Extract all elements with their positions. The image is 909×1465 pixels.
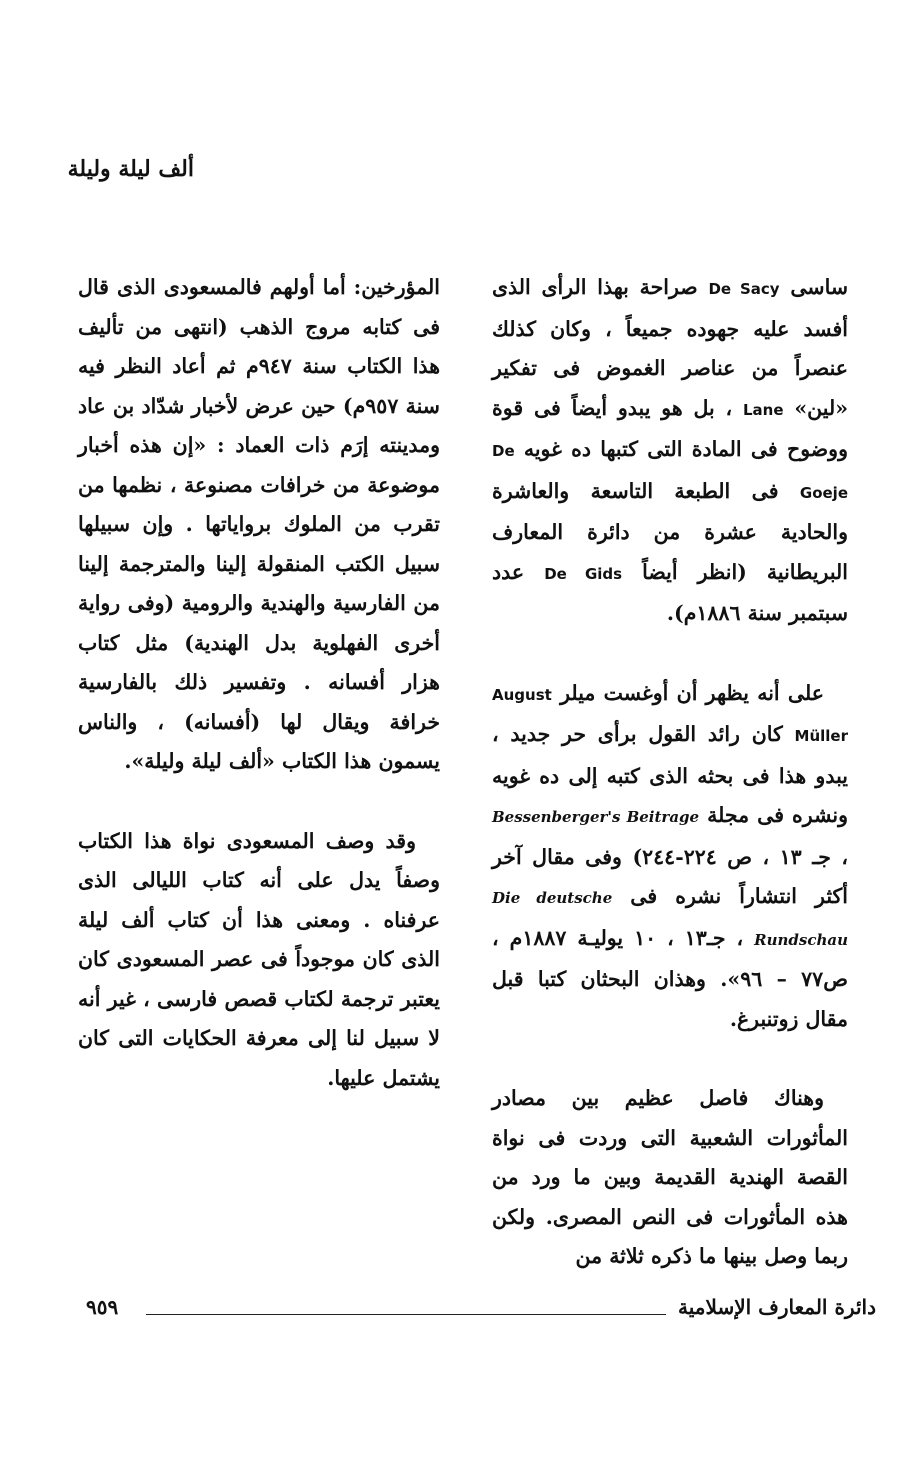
running-header: ألف ليلة وليلة: [67, 156, 194, 182]
page-number: ٩٥٩: [86, 1295, 119, 1319]
footer-rule: [146, 1314, 666, 1315]
latin-journal-rundschau: Die deutsche Rundschau: [492, 889, 849, 949]
text-segment: ، بل هو يبدو أيضاً فى قوة ووضوح فى المادة التى كتبها ده غويه: [492, 395, 848, 461]
text-segment: ، جـ ١٣ ، ص ٢٢٤-٢٤٤) وفى مقال آخر أكثر انتشاراً نشره فى: [492, 844, 848, 908]
page-footer: [86, 1295, 876, 1329]
text-segment: كان رائد القول برأى حر جديد ، يبدو هذا فى بحثه الذى كتبه إلى ده غويه ونشره فى مجلة: [492, 722, 848, 827]
paragraph-gap: وهناك فاصل عظيم بين مصادر المأثورات الشعبية التى وردت فى نواة القصة الهندية القديمة وبين ما ورد من هذه المأثورات فى النص المصرى. ولكن ربما وصل بينها ما ذكره ثلاثة من: [492, 1086, 848, 1268]
latin-name-de-gids: De Gids: [544, 564, 623, 583]
latin-name-august-muller: August Müller: [492, 685, 848, 745]
text-segment: على أنه يظهر أن أوغست ميلر: [560, 680, 824, 705]
latin-name-de-sacy: De Sacy: [708, 280, 780, 298]
right-column: [492, 268, 848, 1277]
text-segment: عدد سبتمبر سنة ١٨٨٦م).: [492, 559, 848, 625]
latin-name-de-goeje: De Goeje: [492, 442, 848, 502]
paragraph-masudi-description: وقد وصف المسعودى نواة هذا الكتاب وصفاً يدل على أنه كتاب الليالى الذى عرفناه . ومعنى هذا أن كتاب ألف ليلة الذى كان موجوداً فى عصر المسعودى كان يعتبر ترجمة لكتاب قصص فارسى ، غير أنه لا سبيل لنا إلى معرفة الحكايات التى كان يشتمل عليها.: [78, 828, 440, 1090]
footer-title: دائرة المعارف الإسلامية: [678, 1295, 876, 1319]
left-column: [78, 268, 440, 1098]
text-segment: ساسى: [790, 275, 849, 299]
text-segment: صراحة بهذا الرأى الذى أفسد عليه جهوده جميعاً ، وكان كذلك عنصراً من عناصر الغموض فى تفكير «لين»: [492, 275, 849, 420]
latin-name-lane: Lane: [742, 400, 784, 419]
paragraph-muller: [492, 674, 848, 1040]
paragraph-masudi-quote: المؤرخين: أما أولهم فالمسعودى الذى قال فى كتابه مروج الذهب (انتهى من تأليف هذا الكتاب سنة ٩٤٧م ثم أعاد النظر فيه سنة ٩٥٧م) حين عرض لأخبار شدّاد بن عاد ومدينته إرَم ذات العماد : «إن هذه أخبار موضوعة من خرافات مصنوعة ، نظمها من تقرب من الملوك برواياتها . وإن سبيلها سبيل الكتب المنقولة إلينا والمترجمة إلينا من الفارسية والهندية والرومية (وفى رواية أخرى الفهلوية بدل الهندية) مثل كتاب هزار أفسانه . وتفسير ذلك بالفارسية خرافة ويقال لها (أفسانه) ، والناس يسمون هذا الكتاب «ألف ليلة وليلة».: [78, 275, 441, 773]
latin-journal-beitrage: Bessenberger's Beitrage: [492, 808, 700, 826]
text-segment: فى الطبعة التاسعة والعاشرة والحادية عشرة من دائرة المعارف البريطانية (انظر أيضاً: [492, 478, 848, 584]
paragraph-de-sacy: [492, 268, 848, 634]
text-segment: ، جـ١٣ ، ١٠ يوليـة ١٨٨٧م ، ص٧٧ – ٩٦». وهذان البحثان كتبا قبل مقال زوتنبرغ.: [492, 925, 848, 1031]
